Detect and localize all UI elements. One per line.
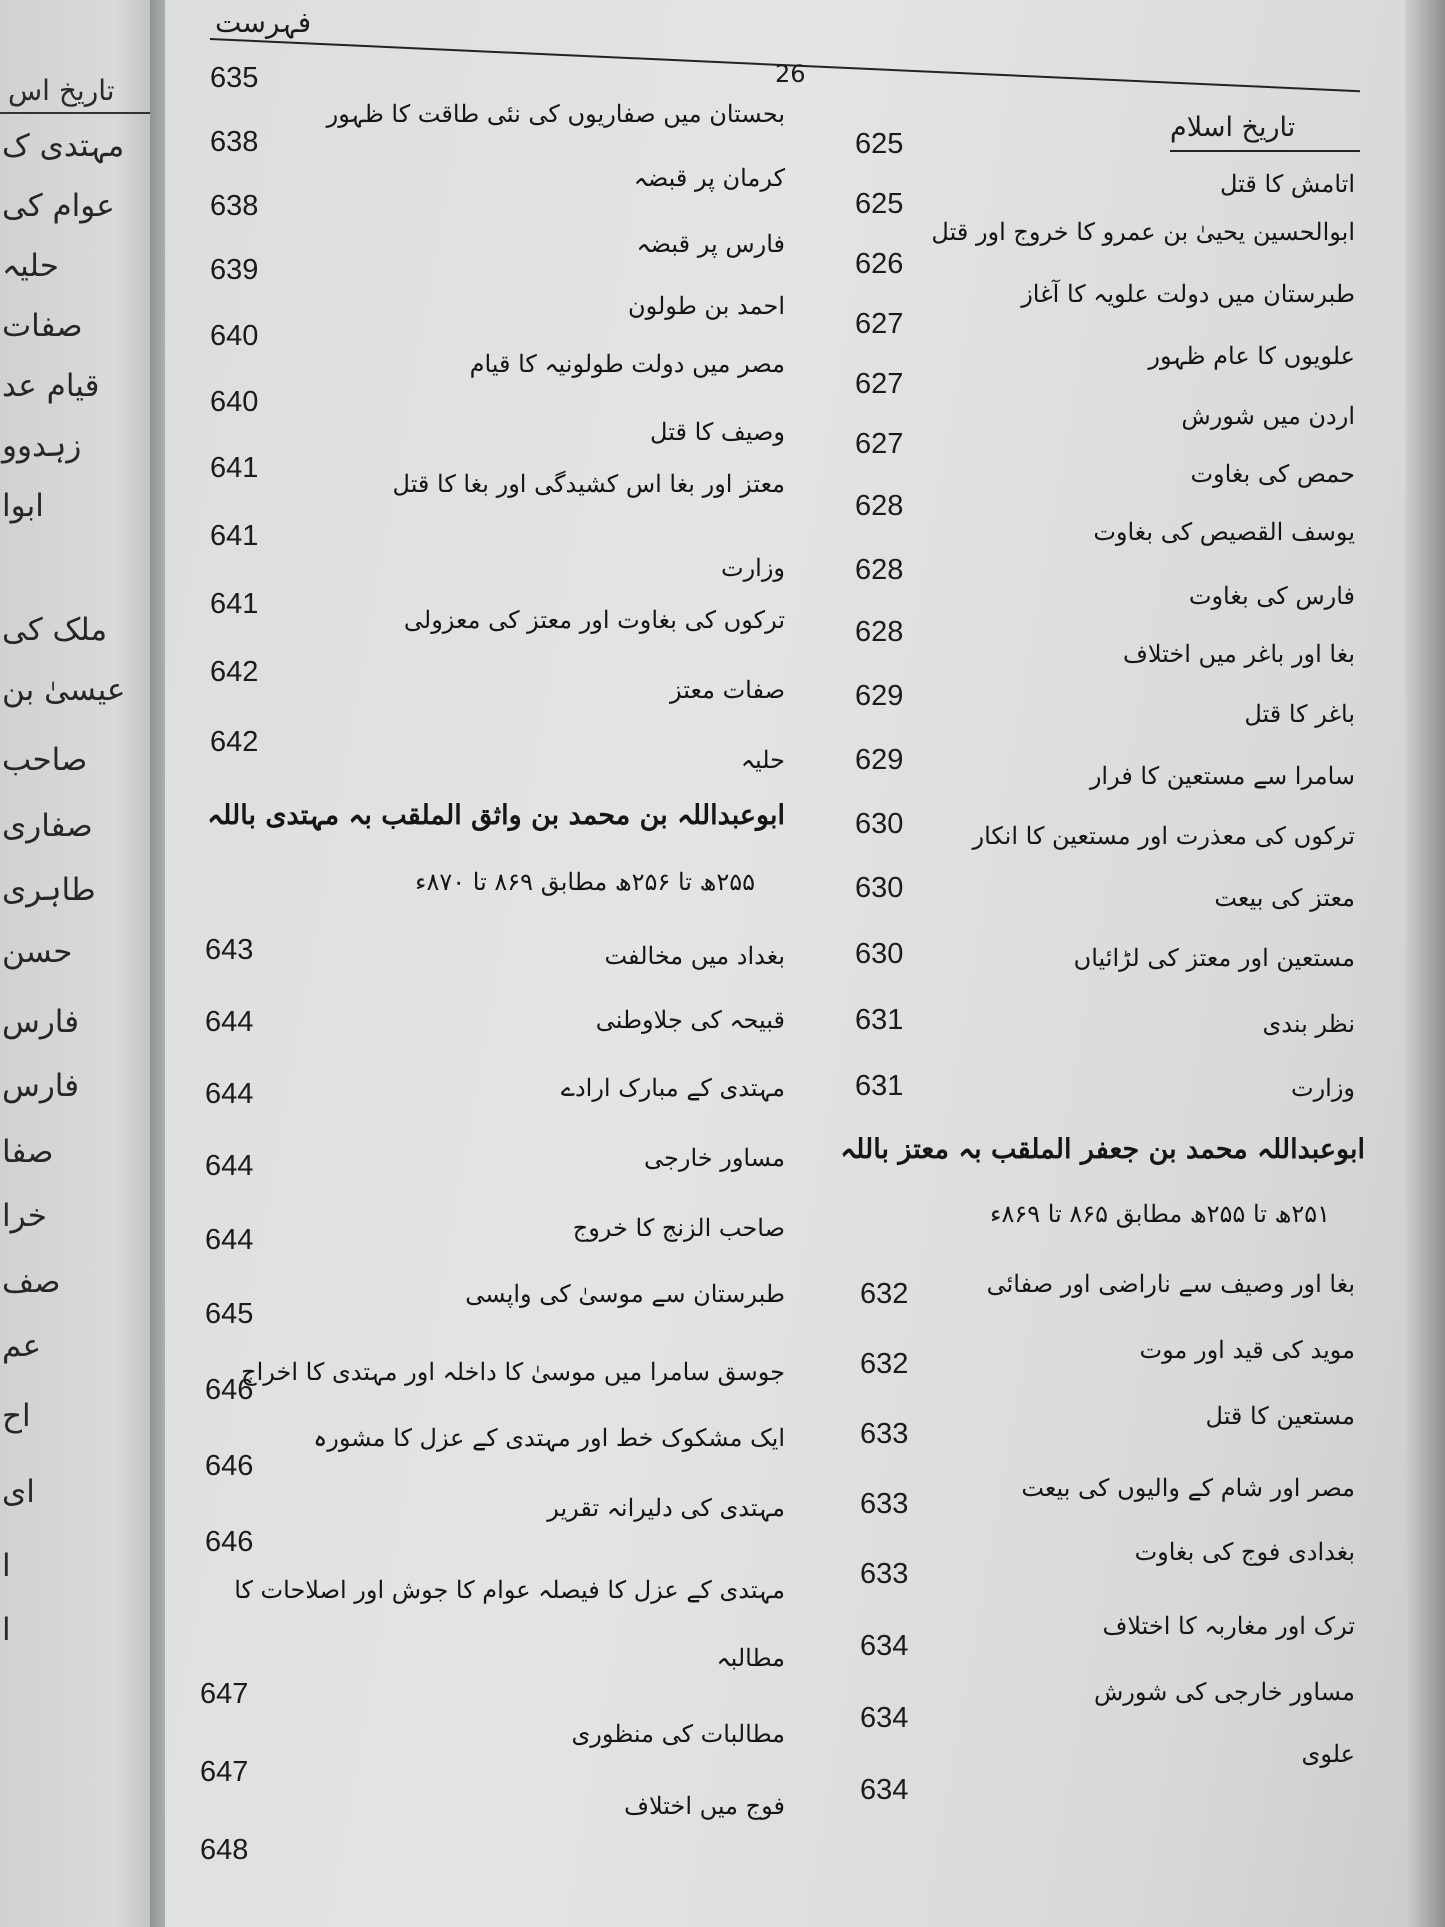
page-ref: 631 — [855, 1070, 904, 1102]
index-entry: باغر کا قتل — [1244, 700, 1355, 728]
page-ref: 645 — [205, 1298, 254, 1330]
caliph-heading: ابوعبداللہ محمد بن جعفر الملقب بہ معتز باللہ — [840, 1134, 1365, 1165]
page-ref: 635 — [210, 62, 259, 94]
page-ref: 638 — [210, 190, 259, 222]
index-entry: علویوں کا عام ظہور — [1148, 342, 1355, 370]
page-ref: 646 — [205, 1526, 254, 1558]
previous-page-line: صاحب — [2, 742, 88, 778]
page-ref: 640 — [210, 320, 259, 352]
page-ref: 634 — [860, 1630, 909, 1662]
index-entry: مساور خارجی — [644, 1144, 785, 1172]
index-entry: مستعین کا قتل — [1205, 1402, 1355, 1430]
previous-page-line: فارس — [2, 1068, 80, 1104]
page-ref: 628 — [855, 616, 904, 648]
previous-page-line: مہتدی ک — [2, 128, 125, 164]
index-entry: مطالبہ — [716, 1644, 785, 1672]
book-title: تاریخ اسلام — [1170, 112, 1296, 143]
index-entry: وزارت — [1290, 1074, 1355, 1102]
index-entry: یوسف القصیص کی بغاوت — [1093, 518, 1355, 546]
page-ref: 642 — [210, 656, 259, 688]
index-entry: سامرا سے مستعین کا فرار — [1089, 762, 1355, 790]
index-page — [165, 0, 1445, 1927]
index-entry: ابوالحسین یحییٰ بن عمرو کا خروج اور قتل — [931, 218, 1355, 246]
previous-page-line: صفاری — [2, 808, 93, 844]
previous-page-line: صفا — [2, 1134, 54, 1170]
page-ref: 630 — [855, 938, 904, 970]
previous-page-line: ملک کی — [2, 612, 108, 648]
index-entry: موید کی قید اور موت — [1139, 1336, 1355, 1364]
page-ref: 644 — [205, 1150, 254, 1182]
previous-page-line: قیام عد — [2, 368, 100, 404]
previous-page-line: عم — [2, 1328, 42, 1364]
page-ref: 646 — [205, 1374, 254, 1406]
index-entry: مصر میں دولت طولونیہ کا قیام — [469, 350, 785, 378]
index-entry: نظر بندی — [1262, 1010, 1355, 1038]
previous-page-line: عوام کی — [2, 188, 115, 224]
previous-page-line: حلیہ — [2, 248, 59, 284]
page-ref: 630 — [855, 872, 904, 904]
page-ref: 630 — [855, 808, 904, 840]
previous-page-line: خرا — [2, 1198, 47, 1234]
index-entry: مہتدی کی دلیرانہ تقریر — [547, 1494, 785, 1522]
index-entry: فارس پر قبضہ — [636, 230, 785, 258]
header-title: فہرست — [215, 6, 312, 39]
previous-page-edge — [0, 0, 165, 1927]
previous-page-line: صفات — [2, 308, 83, 344]
page-number: 26 — [775, 60, 806, 88]
index-entry: قبیحہ کی جلاوطنی — [595, 1006, 785, 1034]
previous-page-line: زہدوو — [2, 428, 82, 464]
page-ref: 641 — [210, 588, 259, 620]
index-entry: حلیہ — [740, 746, 785, 774]
caliph-heading: ابوعبداللہ بن محمد بن واثق الملقب بہ مہتدی باللہ — [207, 800, 785, 831]
page-ref: 629 — [855, 744, 904, 776]
index-entry: اتامش کا قتل — [1220, 170, 1355, 198]
page-ref: 633 — [860, 1488, 909, 1520]
index-entry: وصیف کا قتل — [650, 418, 785, 446]
page-ref: 641 — [210, 452, 259, 484]
page-ref: 627 — [855, 308, 904, 340]
index-entry: اردن میں شورش — [1181, 402, 1355, 430]
index-entry: بغا اور وصیف سے ناراضی اور صفائی — [986, 1270, 1355, 1298]
index-entry: جوسق سامرا میں موسیٰ کا داخلہ اور مہتدی کا اخراج — [241, 1358, 785, 1386]
page-ref: 638 — [210, 126, 259, 158]
page-ref: 634 — [860, 1702, 909, 1734]
page-ref: 644 — [205, 1006, 254, 1038]
index-entry: مطالبات کی منظوری — [571, 1720, 785, 1748]
page-ref: 644 — [205, 1224, 254, 1256]
index-entry: فارس کی بغاوت — [1188, 582, 1355, 610]
page-ref: 633 — [860, 1558, 909, 1590]
index-entry: احمد بن طولون — [627, 292, 785, 320]
page-ref: 633 — [860, 1418, 909, 1450]
index-entry: مساور خارجی کی شورش — [1093, 1678, 1355, 1706]
page-ref: 640 — [210, 386, 259, 418]
index-entry: بغا اور باغر میں اختلاف — [1122, 640, 1355, 668]
page-ref: 644 — [205, 1078, 254, 1110]
index-entry: مستعین اور معتز کی لڑائیاں — [1073, 944, 1355, 972]
index-entry: بغداد میں مخالفت — [604, 942, 785, 970]
page-ref: 648 — [200, 1834, 249, 1866]
previous-page-line: حسن — [2, 934, 73, 970]
index-entry: صاحب الزنج کا خروج — [572, 1214, 785, 1242]
index-entry: وزارت — [720, 554, 785, 582]
page-ref: 643 — [205, 934, 254, 966]
page-ref: 627 — [855, 368, 904, 400]
page-ref: 626 — [855, 248, 904, 280]
page-ref: 632 — [860, 1278, 909, 1310]
caliph-years: ۲۵۱ھ تا ۲۵۵ھ مطابق ۸۶۵ تا ۸۶۹ء — [990, 1200, 1330, 1228]
previous-page-line: ای — [2, 1474, 35, 1510]
previous-page-line: ا — [2, 1548, 11, 1584]
page-ref: 632 — [860, 1348, 909, 1380]
index-entry: کرمان پر قبضہ — [633, 164, 785, 192]
page-ref: 625 — [855, 128, 904, 160]
index-entry: مصر اور شام کے والیوں کی بیعت — [1021, 1474, 1355, 1502]
previous-page-line: عیسیٰ بن — [2, 672, 126, 708]
previous-page-header: تاریخ اس — [8, 74, 115, 107]
page-ref: 647 — [200, 1756, 249, 1788]
page-ref: 629 — [855, 680, 904, 712]
index-entry: بحستان میں صفاریوں کی نئی طاقت کا ظہور — [326, 100, 785, 128]
index-entry: بغدادی فوج کی بغاوت — [1134, 1538, 1355, 1566]
index-entry: مہتدی کے عزل کا فیصلہ عوام کا جوش اور اصلاحات کا — [234, 1576, 785, 1604]
index-entry: مہتدی کے مبارک ارادے — [560, 1074, 785, 1102]
caliph-years: ۲۵۵ھ تا ۲۵۶ھ مطابق ۸۶۹ تا ۸۷۰ء — [415, 868, 755, 896]
previous-page-line: ابوا — [2, 488, 44, 524]
page-ref: 639 — [210, 254, 259, 286]
previous-page-rule — [0, 112, 150, 114]
page-ref: 628 — [855, 490, 904, 522]
previous-page-line: صف — [2, 1264, 61, 1300]
page-ref: 627 — [855, 428, 904, 460]
previous-page-line: ا — [2, 1612, 11, 1648]
page-ref: 642 — [210, 726, 259, 758]
page-ref: 641 — [210, 520, 259, 552]
index-entry: ترکوں کی بغاوت اور معتز کی معزولی — [403, 606, 785, 634]
page-ref: 628 — [855, 554, 904, 586]
index-entry: ترک اور مغاربہ کا اختلاف — [1102, 1612, 1355, 1640]
index-entry: فوج میں اختلاف — [624, 1792, 785, 1820]
index-entry: علوی — [1301, 1740, 1355, 1768]
page-ref: 625 — [855, 188, 904, 220]
index-entry: طبرستان میں دولت علویہ کا آغاز — [1021, 280, 1355, 308]
previous-page-line: طاہری — [2, 872, 96, 908]
index-entry: صفات معتز — [670, 676, 785, 704]
index-entry: معتز کی بیعت — [1214, 884, 1355, 912]
index-entry: حمص کی بغاوت — [1190, 460, 1355, 488]
previous-page-line: فارس — [2, 1004, 80, 1040]
page-ref: 647 — [200, 1678, 249, 1710]
book-title-rule — [1170, 150, 1360, 152]
page-edge-shadow — [1405, 0, 1445, 1927]
index-entry: طبرستان سے موسیٰ کی واپسی — [465, 1280, 785, 1308]
previous-page-line: اح — [2, 1398, 31, 1434]
page-ref: 646 — [205, 1450, 254, 1482]
index-entry: معتز اور بغا اس کشیدگی اور بغا کا قتل — [392, 470, 785, 498]
index-entry: ترکوں کی معذرت اور مستعین کا انکار — [972, 822, 1355, 850]
index-entry: ایک مشکوک خط اور مہتدی کے عزل کا مشورہ — [313, 1424, 785, 1452]
page-ref: 634 — [860, 1774, 909, 1806]
page-ref: 631 — [855, 1004, 904, 1036]
